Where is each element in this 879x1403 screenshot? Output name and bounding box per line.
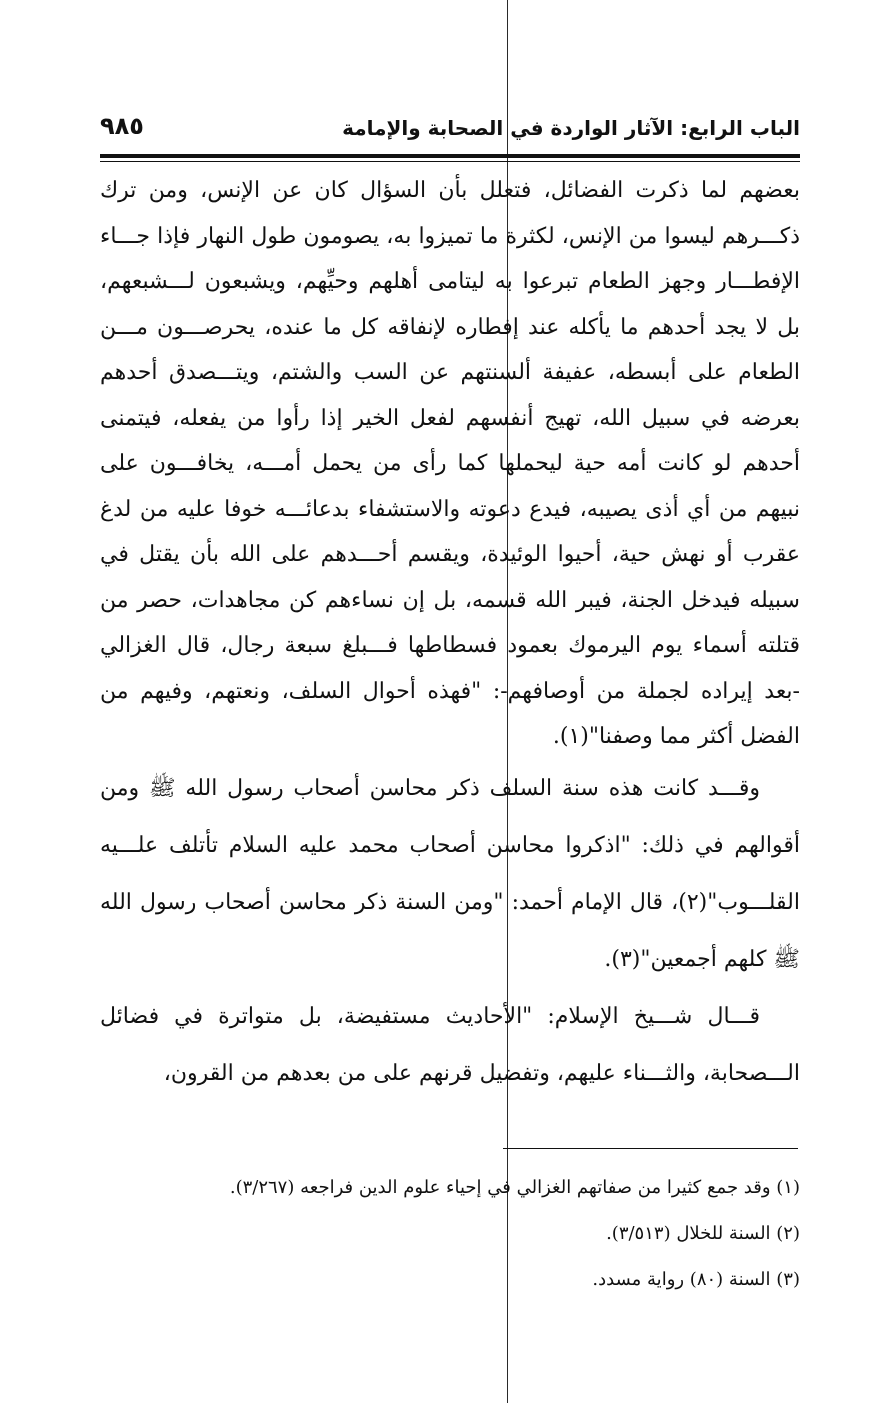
chapter-title: الباب الرابع: الآثار الواردة في الصحابة والإمامة <box>342 116 800 140</box>
paragraph: قـــال شـــيخ الإسلام: "الأحاديث مستفيضة، بل متواترة في فضائل الـــصحابة، والثـــناء عليهم، وتفضيل قرنهم على من بعدهم من القرون، <box>100 1003 800 1086</box>
footnote-2: (٢) السنة للخلال (٣/٥١٣). <box>606 1223 800 1244</box>
paragraph: وقـــد كانت هذه سنة السلف ذكر محاسن أصحاب رسول الله ﷺ ومن أقوالهم في ذلك: "اذكروا محاسن أصحاب محمد عليه السلام تأتلف علـــيه القلـــوب"(٢)، قال الإمام أحمد: "ومن السنة ذكر محاسن أصحاب رسول الله ﷺ كلهم أجمعين"(٣). <box>100 775 800 972</box>
footnote-separator <box>503 1148 798 1149</box>
main-text <box>100 168 800 1102</box>
header-rule-thin <box>100 161 800 162</box>
header-rule <box>100 154 800 158</box>
footnote-3: (٣) السنة (٨٠) رواية مسدد. <box>592 1269 800 1290</box>
footnote-1: (١) وقد جمع كثيرا من صفاتهم الغزالي في إحياء علوم الدين فراجعه (٣/٢٦٧). <box>229 1177 800 1198</box>
paragraph: بعضهم لما ذكرت الفضائل، فتعلل بأن السؤال كان عن الإنس، ومن ترك ذكـــرهم ليسوا من الإنس، لكثرة ما تميزوا به، يصومون طول النهار فإذا جـــاء الإفطـــار وجهز الطعام تبرعوا به ليتامى أهلهم وحيِّهم، ويشبعون لـــشبعهم، بل لا يجد أحدهم ما يأكله عند إفطاره لإنفاقه كل ما عنده، يحرصـــون مـــن الطعام على أبسطه، عفيفة ألسنتهم عن السب والشتم، ويتـــصدق أحدهم بعرضه في سبيل الله، تهيج أنفسهم لفعل الخير إذا رأوا من يفعله، فيتمنى أحدهم لو كانت أمه حية ليحملها كما رأى من يحمل أمـــه، يخافـــون على نبيهم من أي أذى يصيبه، فيدع دعوته والاستشفاء بدعائـــه خوفا عليه من لدغ عقرب أو نهش حية، أحيوا الوئيدة، ويقسم أحـــدهم على الله بأن يقتل في سبيله فيدخل الجنة، فيبر الله قسمه، بل إن نساءهم كن مجاهدات، حصر من قتلته أسماء يوم اليرموك بعمود فسطاطها فـــبلغ سبعة رجال، قال الغزالي -بعد إيراده لجملة من أوصافهم-: "فهذه أحوال السلف، ونعتهم، وفيهم من الفضل أكثر مما وصفنا"(١). <box>100 178 800 749</box>
running-header <box>100 108 800 152</box>
footnotes <box>100 1165 800 1303</box>
page-number: ٩٨٥ <box>100 112 144 140</box>
